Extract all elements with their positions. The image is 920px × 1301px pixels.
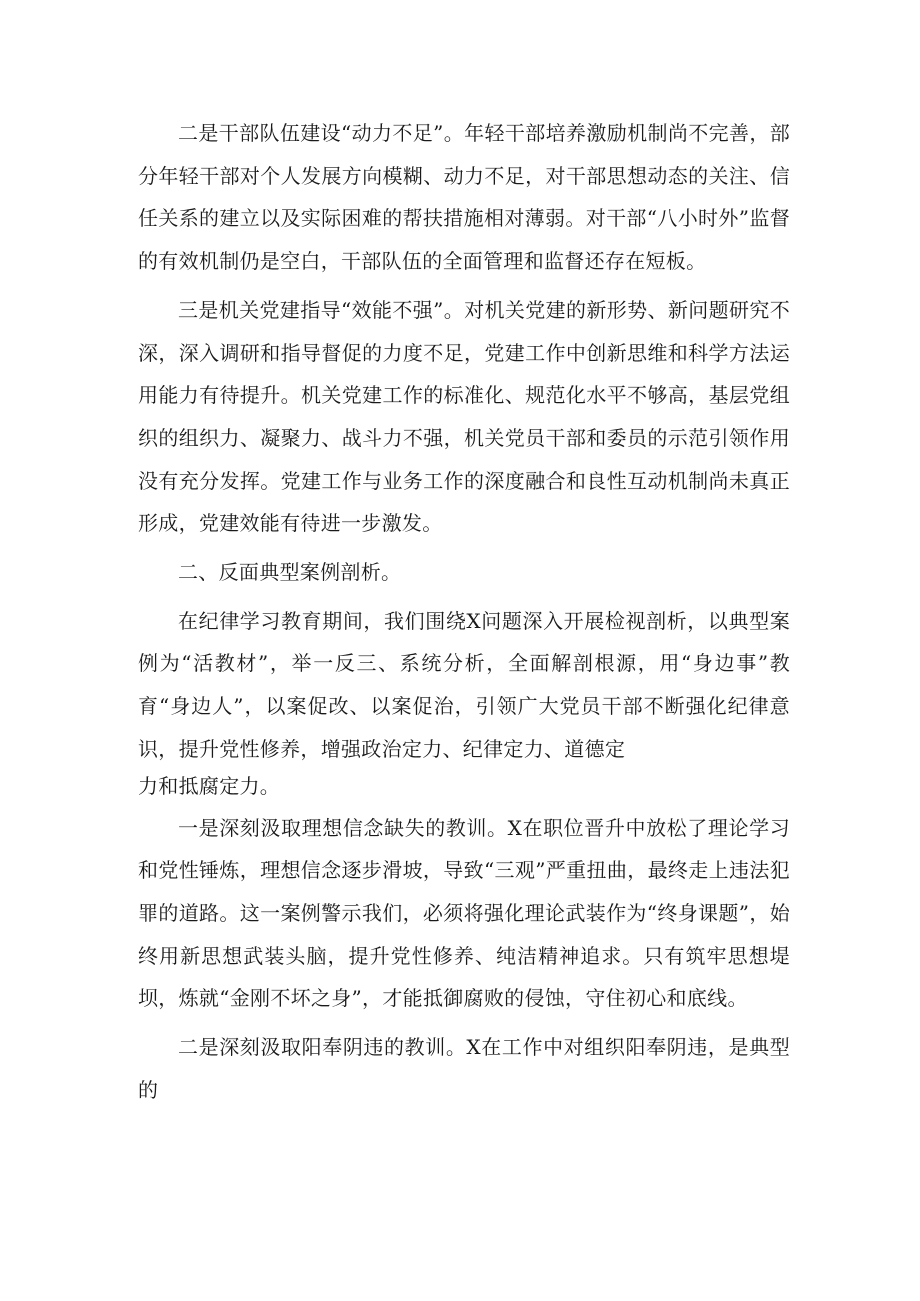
paragraph-discipline-education: 在纪律学习教育期间，我们围绕X问题深入开展检视剖析，以典型案例为“活教材”，举一反三、系统分析，全面解剖根源，用“身边事”教育“身边人”，以案促改、以案促治，引领广大党员干部不断强化纪律意识，提升党性修养，增强政治定力、纪律定力、道德定 bbox=[138, 608, 790, 761]
paragraph-party-building: 三是机关党建指导“效能不强”。对机关党建的新形势、新问题研究不深，深入调研和指导督促的力度不足，党建工作中创新思维和科学方法运用能力有待提升。机关党建工作的标准化、规范化水平不够高，基层党组织的组织力、凝聚力、战斗力不强，机关党员干部和委员的示范引领作用没有充分发挥。党建工作与业务工作的深度融合和良性互动机制尚未真正形成，党建效能有待进一步激发。 bbox=[138, 297, 790, 536]
paragraph-discipline-education-tail: 力和抵腐定力。 bbox=[138, 773, 281, 798]
paragraph-cadre-team: 二是干部队伍建设“动力不足”。年轻干部培养激励机制尚不完善，部分年轻干部对个人发展方向模糊、动力不足，对干部思想动态的关注、信任关系的建立以及实际困难的帮扶措施相对薄弱。对干部“八小时外”监督的有效机制仍是空白，干部队伍的全面管理和监督还存在短板。 bbox=[138, 121, 790, 274]
section-heading-case-analysis: 二、反面典型案例剖析。 bbox=[178, 560, 402, 585]
paragraph-ideals-lesson: 一是深刻汲取理想信念缺失的教训。X在职位晋升中放松了理论学习和党性锤炼，理想信念逐步滑坡，导致“三观”严重扭曲，最终走上违法犯罪的道路。这一案例警示我们，必须将强化理论武装作为“终身课题”，始终用新思想武装头脑，提升党性修养、纯洁精神追求。只有筑牢思想堤坝，炼就“金刚不坏之身”，才能抵御腐败的侵蚀，守住初心和底线。 bbox=[138, 815, 790, 1011]
paragraph-duplicity-lesson: 二是深刻汲取阳奉阴违的教训。X在工作中对组织阳奉阴违，是典型的 bbox=[138, 1035, 790, 1102]
document-page bbox=[138, 112, 790, 1111]
